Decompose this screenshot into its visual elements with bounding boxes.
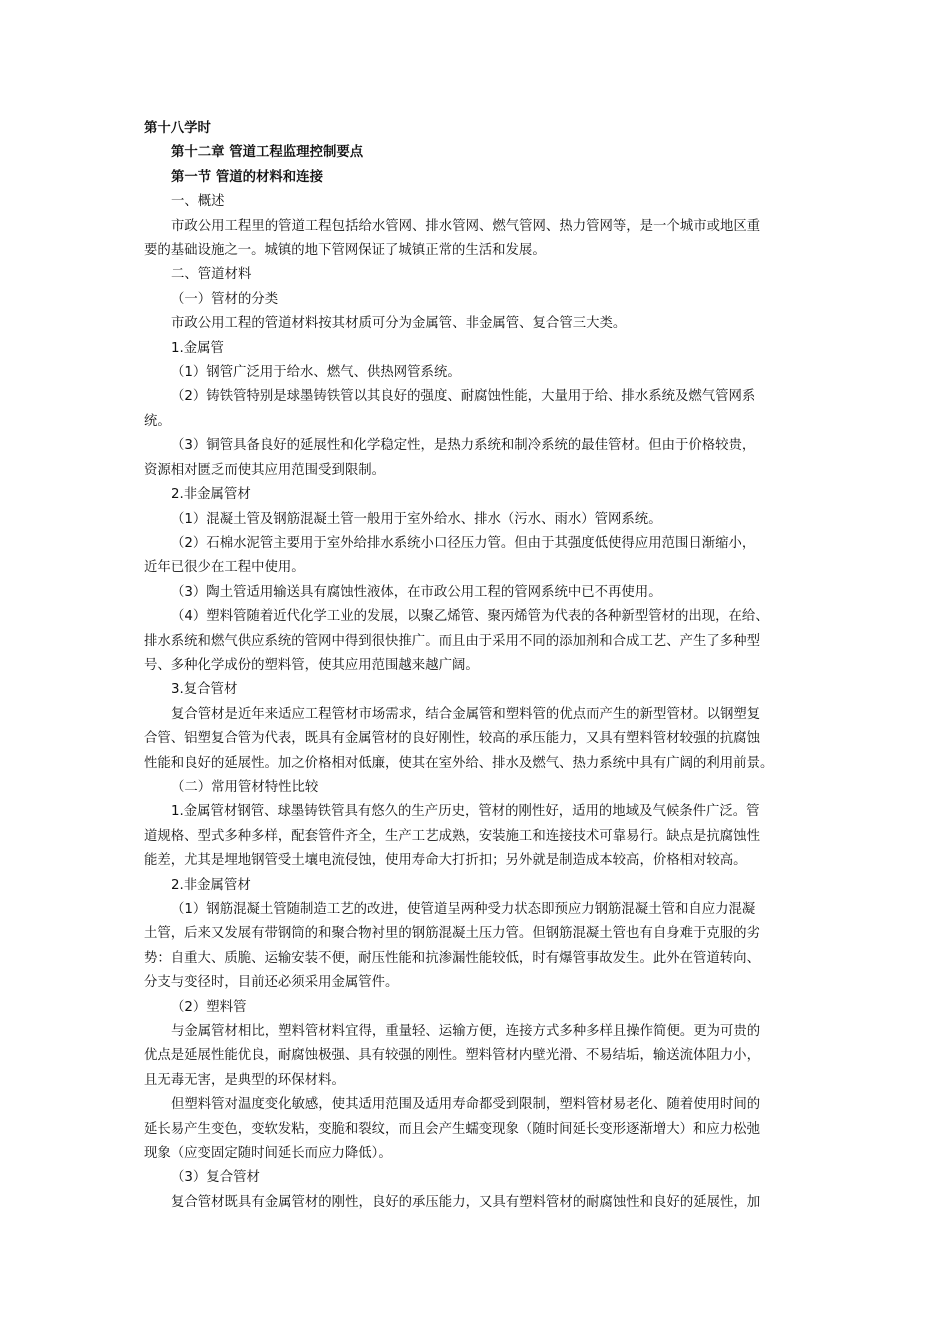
heading-line: 第十八学时: [144, 121, 211, 136]
document-page: [144, 117, 812, 1215]
text-line: 排水系统和燃气供应系统的管网中得到很快推广。而且由于采用不同的添加剂和合成工艺、产生了多种型: [144, 633, 760, 649]
text-line: 近年已很少在工程中使用。: [144, 560, 305, 576]
text-line: 延长易产生变色，变软发粘，变脆和裂纹，而且会产生蠕变现象（随时间延长变形逐渐增大）和应力松弛: [144, 1121, 760, 1137]
text-line: 一、概述: [171, 194, 225, 210]
text-line: （2）石棉水泥管主要用于室外给排水系统小口径压力管。但由于其强度低使得应用范围日渐缩小，: [171, 535, 756, 551]
text-line: （2）铸铁管特别是球墨铸铁管以其良好的强度、耐腐蚀性能，大量用于给、排水系统及燃气管网系: [171, 389, 756, 405]
text-line: 资源相对匮乏而使其应用范围受到限制。: [144, 462, 386, 478]
text-line: 且无毒无害，是典型的环保材料。: [144, 1072, 345, 1088]
text-line: 市政公用工程里的管道工程包括给水管网、排水管网、燃气管网、热力管网等，是一个城市或地区重: [171, 218, 761, 234]
text-line: 复合管材是近年来适应工程管材市场需求，结合金属管和塑料管的优点而产生的新型管材。以钢塑复: [171, 706, 761, 722]
text-line: 土管，后来又发展有带钢筒的和聚合物衬里的钢筋混凝土压力管。但钢筋混凝土管也有自身难于克服的劣: [144, 926, 760, 942]
text-line: 复合管材既具有金属管材的刚性，良好的承压能力，又具有塑料管材的耐腐蚀性和良好的延展性，加: [171, 1194, 761, 1210]
text-line: （1）混凝土管及钢筋混凝土管一般用于室外给水、排水（污水、雨水）管网系统。: [171, 511, 662, 527]
text-line: 统。: [144, 413, 171, 429]
text-line: （2）塑料管: [171, 999, 247, 1015]
text-line: 1.金属管材钢管、球墨铸铁管具有悠久的生产历史，管材的刚性好，适用的地域及气候条件广泛。管: [171, 804, 760, 820]
text-line: （1）钢筋混凝土管随制造工艺的改进，使管道呈两种受力状态即预应力钢筋混凝土管和自应力混凝: [171, 902, 756, 917]
heading-line: 第一节 管道的材料和连接: [171, 169, 323, 185]
text-line: 要的基础设施之一。城镇的地下管网保证了城镇正常的生活和发展。: [144, 243, 546, 259]
text-line: 优点是延展性能优良，耐腐蚀极强、具有较强的刚性。塑料管材内壁光滑、不易结垢，输送流体阻力小，: [144, 1048, 760, 1064]
text-line: 二、管道材料: [171, 267, 252, 283]
text-line: 性能和良好的延展性。加之价格相对低廉，使其在室外给、排水及燃气、热力系统中具有广阔的利用前景。: [144, 755, 774, 771]
text-line: （4）塑料管随着近代化学工业的发展，以聚乙烯管、聚丙烯管为代表的各种新型管材的出现，在给、: [171, 609, 769, 625]
text-line: 号、多种化学成份的塑料管，使其应用范围越来越广阔。: [144, 657, 479, 673]
text-line: 道规格、型式多种多样，配套管件齐全，生产工艺成熟，安装施工和连接技术可靠易行。缺点是抗腐蚀性: [144, 828, 760, 844]
text-line: 与金属管材相比，塑料管材料宜得，重量轻、运输方便，连接方式多种多样且操作简便。更为可贵的: [171, 1024, 761, 1040]
text-line: 1.金属管: [171, 340, 224, 356]
text-line: 3.复合管材: [171, 682, 238, 698]
text-line: 合管、铝塑复合管为代表，既具有金属管材的良好刚性，较高的承压能力，又具有塑料管材较强的抗腐蚀: [144, 731, 760, 747]
text-line: （1）钢管广泛用于给水、燃气、供热网管系统。: [171, 365, 461, 381]
heading-line: 第十二章 管道工程监理控制要点: [171, 145, 364, 161]
text-line: 但塑料管对温度变化敏感，使其适用范围及适用寿命都受到限制，塑料管材易老化、随着使用时间的: [171, 1097, 761, 1113]
text-line: （3）铜管具备良好的延展性和化学稳定性，是热力系统和制冷系统的最佳管材。但由于价格较贵，: [171, 438, 756, 454]
text-line: （3）陶土管适用输送具有腐蚀性液体，在市政公用工程的管网系统中已不再使用。: [171, 584, 662, 600]
text-line: 现象（应变固定随时间延长而应力降低）。: [144, 1146, 392, 1162]
text-line: 2.非金属管材: [171, 877, 251, 893]
text-line: （3）复合管材: [171, 1170, 260, 1186]
text-line: 市政公用工程的管道材料按其材质可分为金属管、非金属管、复合管三大类。: [171, 316, 627, 332]
text-line: （二）常用管材特性比较: [171, 779, 319, 795]
text-line: 分支与变径时，目前还必须采用金属管件。: [144, 975, 399, 991]
text-line: 势：自重大、质脆、运输安装不便，耐压性能和抗渗漏性能较低，时有爆管事故发生。此外在管道转向、: [144, 950, 760, 966]
text-line: 2.非金属管材: [171, 487, 251, 503]
text-line: （一）管材的分类: [171, 291, 279, 307]
text-line: 能差，尤其是埋地钢管受土壤电流侵蚀，使用寿命大打折扣；另外就是制造成本较高，价格相对较高。: [144, 853, 747, 869]
